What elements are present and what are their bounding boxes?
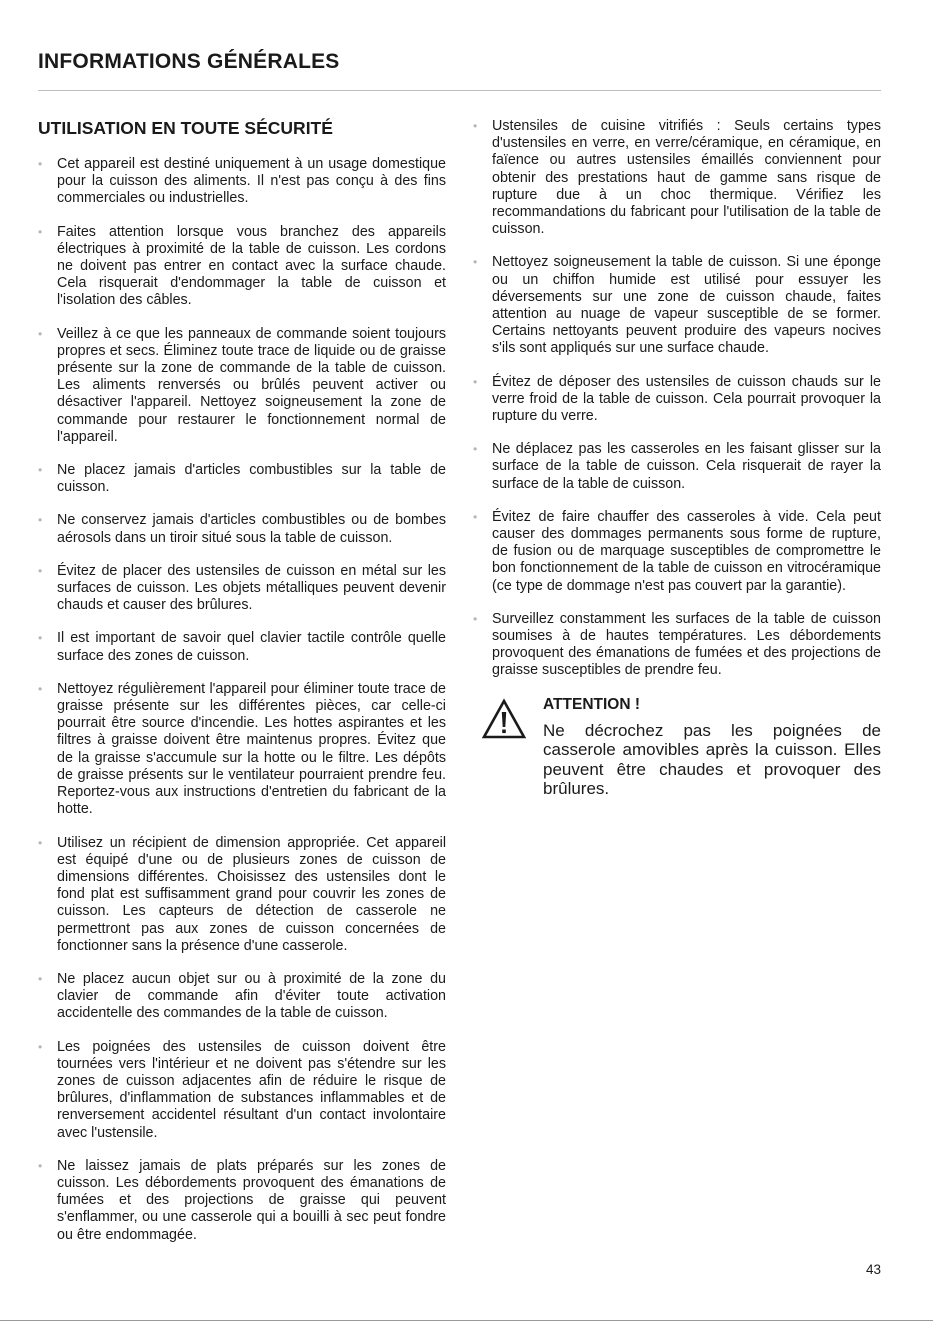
list-item <box>473 118 881 238</box>
bullet-icon: • <box>38 1039 43 1054</box>
bullet-icon: • <box>473 119 478 133</box>
section-title: UTILISATION EN TOUTE SÉCURITÉ <box>38 118 333 138</box>
right-column <box>473 118 881 799</box>
list-item <box>38 462 446 496</box>
warning-text: Ne décrochez pas les poignées de casserole amovibles après la cuisson. Elles peuvent être chaudes et provoquer des brûlures. <box>543 720 881 799</box>
list-item <box>38 835 446 955</box>
right-bullet-list <box>473 118 881 680</box>
list-item <box>38 971 446 1023</box>
list-item <box>473 611 881 680</box>
page-number: 43 <box>865 1262 881 1277</box>
list-item <box>38 1039 446 1142</box>
left-column <box>38 118 446 1260</box>
warning-box <box>473 696 881 799</box>
list-item-text: Surveillez constamment les surfaces de la table de cuisson soumises à de hautes températures. Les débordements provoquent des émanations de fumées et des projections de graisse susceptibles de prendre feu. <box>492 610 881 679</box>
bullet-icon: • <box>38 631 43 646</box>
list-item <box>38 630 446 664</box>
bullet-icon: • <box>473 255 478 270</box>
list-item-text: Ustensiles de cuisine vitrifiés : Seuls certains types d'ustensiles en verre, en verre/céramique, en céramique, en faïence ou autres ustensiles émaillés conviennent pour obtenir des prestations haut de gamme sans risque de rupture due à un choc thermique. Vérifiez les recommandations du fabricant pour l'utilisation de la table de cuisson. <box>492 118 881 238</box>
list-item-text: Ne laissez jamais de plats préparés sur les zones de cuisson. Les débordements provoquent des émanations de fumées et des projections de graisse qui peuvent s'enflammer, ou une casserole qui a bouilli à sec peut fondre ou être endommagée. <box>57 1157 446 1243</box>
list-item <box>38 156 446 208</box>
list-item-text: Ne placez aucun objet sur ou à proximité de la zone du clavier de commande afin d'éviter toute activation accidentelle des commandes de la table de cuisson. <box>57 970 446 1022</box>
bullet-icon: • <box>38 157 43 171</box>
page-title: INFORMATIONS GÉNÉRALES <box>38 50 340 73</box>
list-item-text: Faites attention lorsque vous branchez des appareils électriques à proximité de la table de cuisson. Les cordons ne doivent pas entrer en contact avec la surface chaude. Cela risquerait d'endommager la table de cuisson et l'isolation des câbles. <box>57 223 446 309</box>
bottom-divider <box>0 1320 933 1321</box>
warning-triangle-icon <box>481 698 527 740</box>
warning-title: ATTENTION ! <box>543 695 641 713</box>
bullet-icon: • <box>38 224 43 239</box>
list-item <box>473 254 881 357</box>
list-item-text: Ne déplacez pas les casseroles en les faisant glisser sur la surface de la table de cuisson. Cela risquerait de rayer la surface de la table de cuisson. <box>492 441 881 492</box>
list-item <box>38 512 446 546</box>
list-item <box>38 224 446 310</box>
list-item <box>473 509 881 595</box>
list-item-text: Nettoyez soigneusement la table de cuisson. Si une éponge ou un chiffon humide est utilisé pour essuyer les déversements sur une zone de cuisson chaude, faites attention au nuage de vapeur susceptible de se former. Certains nettoyants peuvent produire des vapeurs nocives s'ils sont appliqués sur une surface chaude. <box>492 254 881 357</box>
bullet-icon: • <box>38 513 43 528</box>
bullet-icon: • <box>473 509 478 524</box>
list-item-text: Évitez de déposer des ustensiles de cuisson chauds sur le verre froid de la table de cuisson. Cela pourrait provoquer la rupture du verre. <box>492 373 881 425</box>
left-bullet-list <box>38 156 446 1244</box>
bullet-icon: • <box>38 681 43 696</box>
list-item-text: Évitez de placer des ustensiles de cuisson en métal sur les surfaces de cuisson. Les objets métalliques peuvent devenir chauds et causer des brûlures. <box>57 562 446 614</box>
list-item <box>38 326 446 446</box>
bullet-icon: • <box>38 1158 43 1173</box>
list-item <box>473 374 881 426</box>
list-item-text: Évitez de faire chauffer des casseroles à vide. Cela peut causer des dommages permanents sous forme de rupture, de fusion ou de marquage susceptibles de compromettre le bon fonctionnement de la table de cuisson en vitrocéramique (ce type de dommage n'est pas couvert par la garantie). <box>492 508 881 594</box>
list-item-text: Cet appareil est destiné uniquement à un usage domestique pour la cuisson des aliments. Il n'est pas conçu à des fins commerciales ou industrielles. <box>57 156 446 207</box>
list-item-text: Ne conservez jamais d'articles combustibles ou de bombes aérosols dans un tiroir situé sous la table de cuisson. <box>57 512 446 546</box>
list-item-text: Nettoyez régulièrement l'appareil pour éliminer toute trace de graisse présente sur les différentes pièces, car celle-ci pourrait être source d'incendie. Les hottes aspirantes et les filtres à graisse doivent être maintenus propres. Évitez que de la graisse s'accumule sur la hotte ou le filtre. Les dépôts de graisse présents sur le ventilateur pourraient prendre feu. Reportez-vous aux instructions d'entretien du fabricant de la hotte. <box>57 680 446 818</box>
header-divider <box>38 90 881 91</box>
bullet-icon: • <box>473 442 478 457</box>
bullet-icon: • <box>38 835 43 850</box>
list-item-text: Les poignées des ustensiles de cuisson doivent être tournées vers l'intérieur et ne doivent pas s'étendre sur les zones de cuisson adjacentes afin de réduire le risque de brûlures, d'inflammation de substances inflammables et de renversement accidentel résultant d'un contact involontaire avec l'ustensile. <box>57 1038 446 1141</box>
list-item-text: Utilisez un récipient de dimension appropriée. Cet appareil est équipé d'une ou de plusieurs zones de cuisson de dimensions différentes. Choisissez des ustensiles dont le fond plat est suffisamment grand pour couvrir les zones de cuisson. Les capteurs de détection de casserole ne permettront pas aux zones de cuisson concernées de fonctionner sans la présence d'une casserole. <box>57 834 446 954</box>
list-item <box>38 563 446 615</box>
bullet-icon: • <box>473 374 478 389</box>
bullet-icon: • <box>38 326 43 341</box>
list-item <box>38 681 446 819</box>
list-item <box>473 441 881 493</box>
bullet-icon: • <box>38 463 43 478</box>
bullet-icon: • <box>473 611 478 626</box>
list-item-text: Il est important de savoir quel clavier tactile contrôle quelle surface des zones de cuisson. <box>57 630 446 664</box>
list-item <box>38 1158 446 1244</box>
list-item-text: Veillez à ce que les panneaux de commande soient toujours propres et secs. Éliminez toute trace de liquide ou de graisse présente sur la zone de commande de la table de cuisson. Les aliments renversés ou brûlés peuvent activer ou désactiver l'appareil. Nettoyez soigneusement la zone de commande pour restaurer le fonctionnement normal de l'appareil. <box>57 325 446 445</box>
bullet-icon: • <box>38 971 43 986</box>
bullet-icon: • <box>38 563 43 578</box>
list-item-text: Ne placez jamais d'articles combustibles sur la table de cuisson. <box>57 462 446 496</box>
